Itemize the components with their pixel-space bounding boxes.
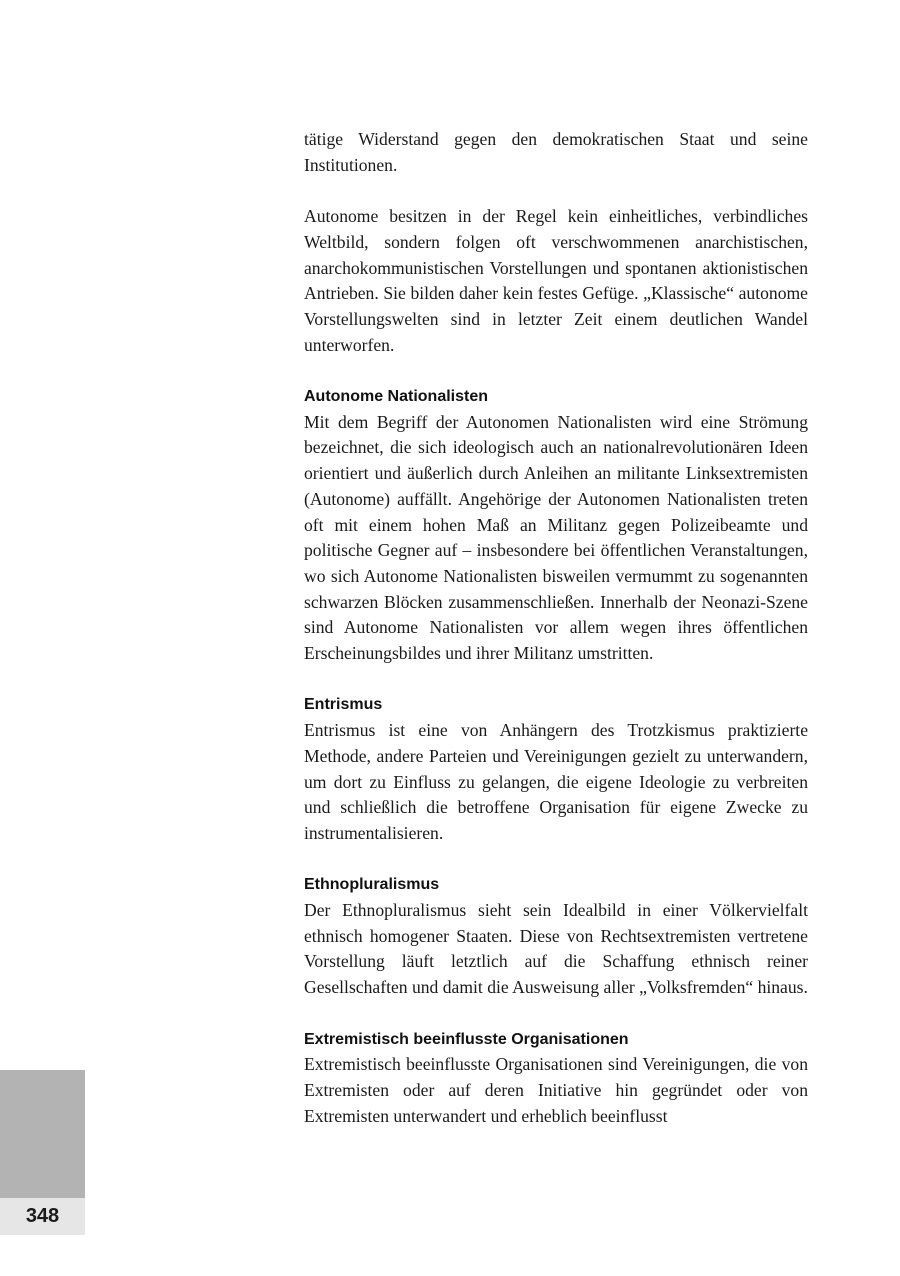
intro-paragraph-2: Autonome besitzen in der Regel kein einheitliches, verbindliches Weltbild, sondern folgen oft verschwommenen anarchistischen, anarchokommunistischen Vorstellungen und spontanen aktionistischen Antrieben. Sie bilden daher kein festes Gefüge. „Klassische“ autonome Vorstellungswelten sind in letzter Zeit einem deutlichen Wandel unterworfen. bbox=[304, 206, 808, 355]
section-autonome-nationalisten bbox=[304, 384, 808, 667]
section-entrismus bbox=[304, 692, 808, 846]
section-extremistisch-beeinflusste-organisationen bbox=[304, 1027, 808, 1130]
section-body: Extremistisch beeinflusste Organisationen sind Vereinigungen, die von Extremisten oder auf deren Initiative hin gegründet oder von Extremisten unterwandert und erheblich beeinflusst bbox=[304, 1054, 808, 1126]
section-heading: Entrismus bbox=[304, 696, 383, 714]
page-margin-tab bbox=[0, 1070, 85, 1198]
section-heading: Autonome Nationalisten bbox=[304, 388, 489, 405]
page-content bbox=[304, 127, 808, 1155]
section-heading: Extremistisch beeinflusste Organisationen bbox=[304, 1030, 629, 1048]
section-body: Der Ethnopluralismus sieht sein Idealbild in einer Völkervielfalt ethnisch homogener Staaten. Diese von Rechtsextremisten vertretene Vorstellung läuft letztlich auf die Schaffung ethnisch reiner Gesellschaften und damit die Ausweisung aller „Volksfremden“ hinaus. bbox=[304, 900, 808, 998]
section-body: Entrismus ist eine von Anhängern des Trotzkismus praktizierte Methode, andere Parteien und Vereinigungen gezielt zu unterwandern, um dort zu Einfluss zu gelangen, die eigene Ideologie zu verbreiten und schließlich die betroffene Organisation für eigene Zwecke zu instrumentalisieren. bbox=[304, 720, 808, 843]
section-ethnopluralismus bbox=[304, 872, 808, 1001]
page-number: 348 bbox=[25, 1205, 60, 1227]
intro-paragraph-1: tätige Widerstand gegen den demokratischen Staat und seine Institutionen. bbox=[304, 129, 808, 175]
section-body: Mit dem Begriff der Autonomen Nationalisten wird eine Strömung bezeichnet, die sich ideologisch auch an nationalrevolutionären Ideen orientiert und äußerlich durch Anleihen an militante Linksextremisten (Autonome) auffällt. Angehörige der Autonomen Nationalisten treten oft mit einem hohen Maß an Militanz gegen Polizeibeamte und politische Gegner auf – insbesondere bei öffentlichen Veranstaltungen, wo sich Autonome Nationalisten bisweilen vermummt zu sogenannten schwarzen Blöcken zusammenschließen. Innerhalb der Neonazi-Szene sind Autonome Nationalisten vor allem wegen ihres öffentlichen Erscheinungsbildes und ihrer Militanz umstritten. bbox=[304, 411, 808, 664]
page-number-box bbox=[0, 1198, 85, 1235]
section-heading: Ethnopluralismus bbox=[304, 876, 440, 894]
